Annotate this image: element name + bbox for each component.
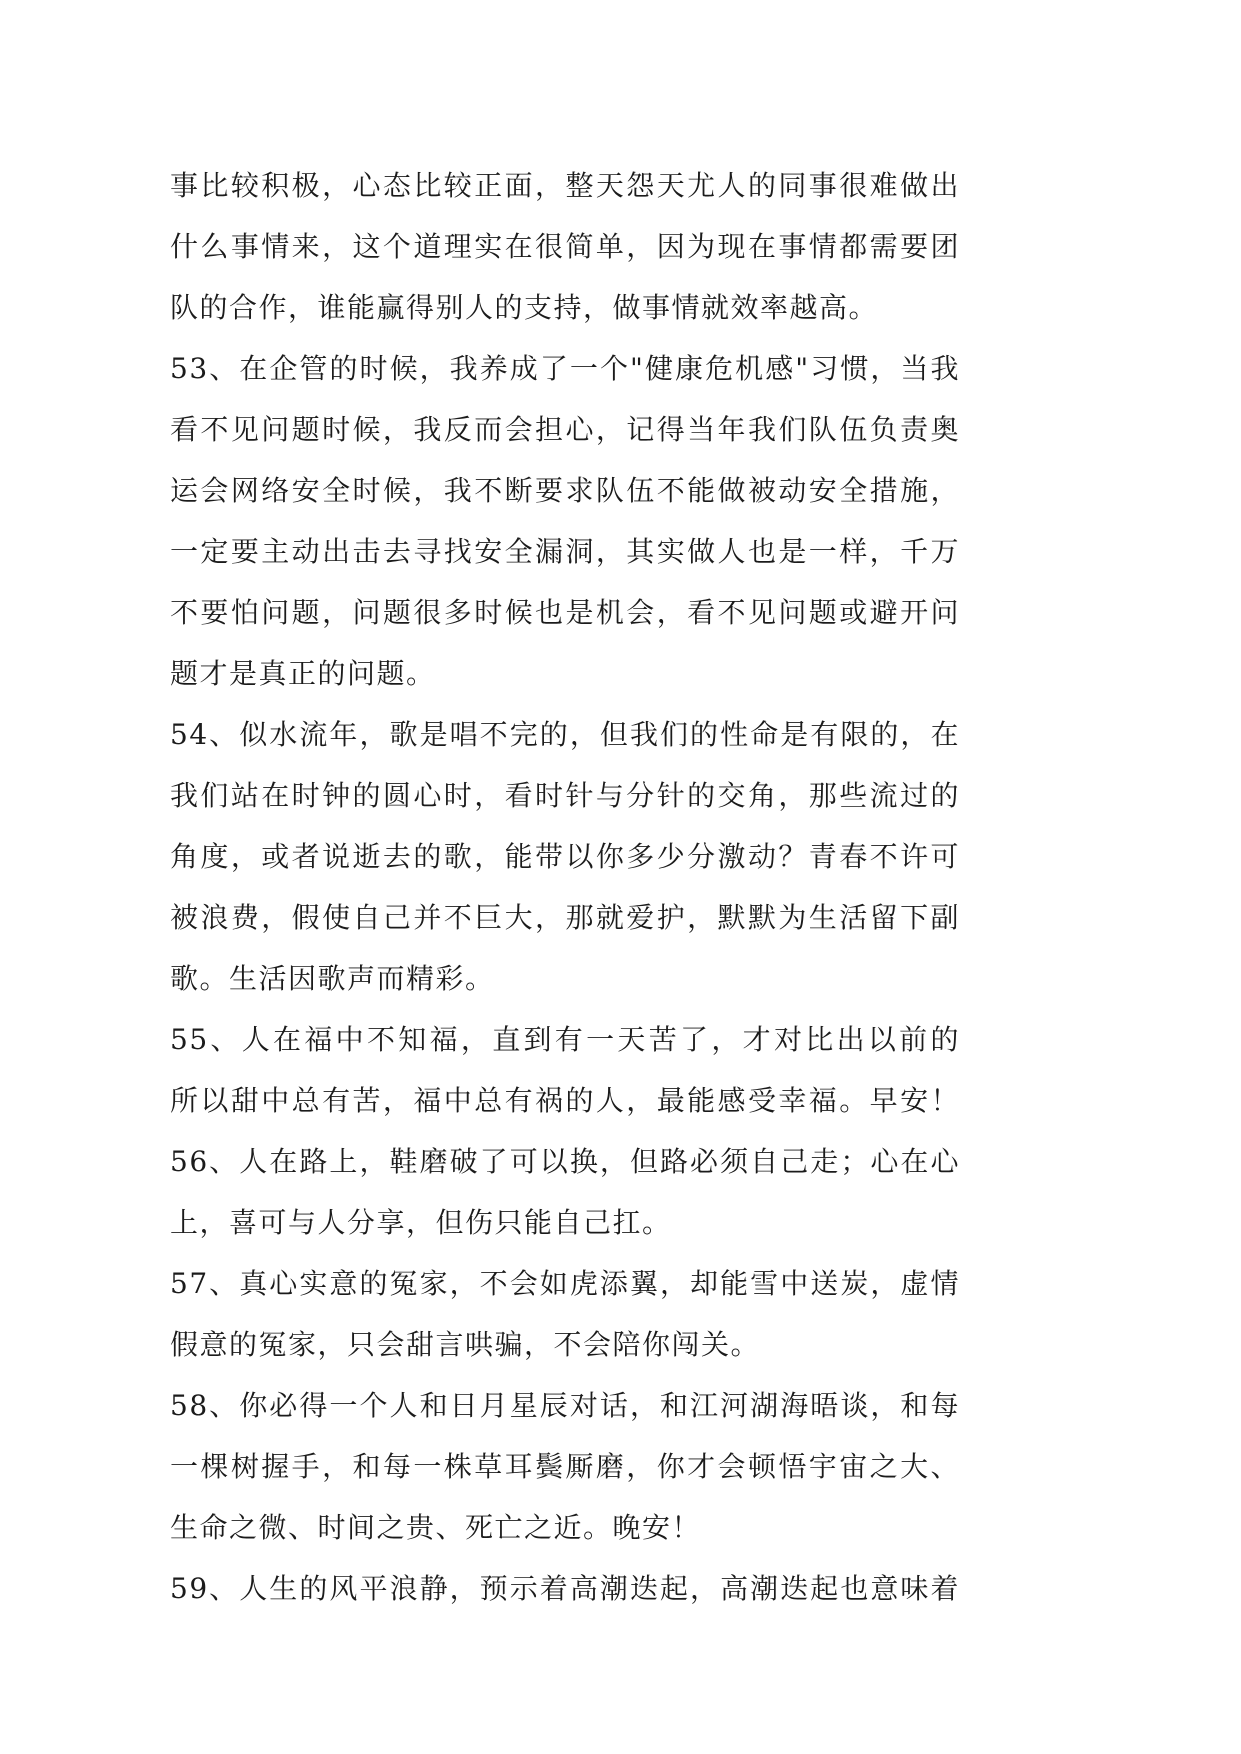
paragraph-55 bbox=[170, 1009, 960, 1131]
text-line: 一棵树握手，和每一株草耳鬓厮磨，你才会顿悟宇宙之大、 bbox=[170, 1450, 960, 1483]
text-line: 一定要主动出击去寻找安全漏洞，其实做人也是一样，千万 bbox=[170, 535, 960, 568]
text-line: 上，喜可与人分享，但伤只能自己扛。 bbox=[170, 1206, 672, 1239]
text-line: 我们站在时钟的圆心时，看时针与分针的交角，那些流过的 bbox=[170, 779, 960, 812]
document-body bbox=[170, 155, 960, 1619]
text-line: 生命之微、时间之贵、死亡之近。晚安！ bbox=[170, 1511, 702, 1544]
paragraph-continuation bbox=[170, 155, 960, 338]
text-line: 看不见问题时候，我反而会担心，记得当年我们队伍负责奥 bbox=[170, 413, 960, 446]
text-line: 54、似水流年，歌是唱不完的，但我们的性命是有限的，在 bbox=[170, 718, 960, 751]
paragraph-58 bbox=[170, 1375, 960, 1558]
paragraph-59 bbox=[170, 1558, 960, 1619]
text-line: 题才是真正的问题。 bbox=[170, 657, 436, 690]
text-line: 59、人生的风平浪静，预示着高潮迭起，高潮迭起也意味着 bbox=[170, 1572, 960, 1605]
text-line: 什么事情来，这个道理实在很简单，因为现在事情都需要团 bbox=[170, 230, 960, 263]
text-line: 53、在企管的时候，我养成了一个"健康危机感"习惯，当我 bbox=[170, 352, 960, 385]
text-line: 所以甜中总有苦，福中总有祸的人，最能感受幸福。早安！ bbox=[170, 1084, 960, 1117]
text-line: 56、人在路上，鞋磨破了可以换，但路必须自己走；心在心 bbox=[170, 1145, 960, 1178]
text-line: 57、真心实意的冤家，不会如虎添翼，却能雪中送炭，虚情 bbox=[170, 1267, 960, 1300]
text-line: 不要怕问题，问题很多时候也是机会，看不见问题或避开问 bbox=[170, 596, 960, 629]
paragraph-56 bbox=[170, 1131, 960, 1253]
paragraph-57 bbox=[170, 1253, 960, 1375]
text-line: 假意的冤家，只会甜言哄骗，不会陪你闯关。 bbox=[170, 1328, 761, 1361]
text-line: 58、你必得一个人和日月星辰对话，和江河湖海晤谈，和每 bbox=[170, 1389, 960, 1422]
text-line: 被浪费，假使自己并不巨大，那就爱护，默默为生活留下副 bbox=[170, 901, 960, 934]
text-line: 队的合作，谁能赢得别人的支持，做事情就效率越高。 bbox=[170, 291, 879, 324]
text-line: 角度，或者说逝去的歌，能带以你多少分激动？青春不许可 bbox=[170, 840, 960, 873]
text-line: 事比较积极，心态比较正面，整天怨天尤人的同事很难做出 bbox=[170, 169, 960, 202]
text-line: 歌。生活因歌声而精彩。 bbox=[170, 962, 495, 995]
paragraph-53 bbox=[170, 338, 960, 704]
text-line: 运会网络安全时候，我不断要求队伍不能做被动安全措施， bbox=[170, 474, 960, 507]
paragraph-54 bbox=[170, 704, 960, 1009]
text-line: 55、人在福中不知福，直到有一天苦了，才对比出以前的 bbox=[170, 1023, 960, 1056]
